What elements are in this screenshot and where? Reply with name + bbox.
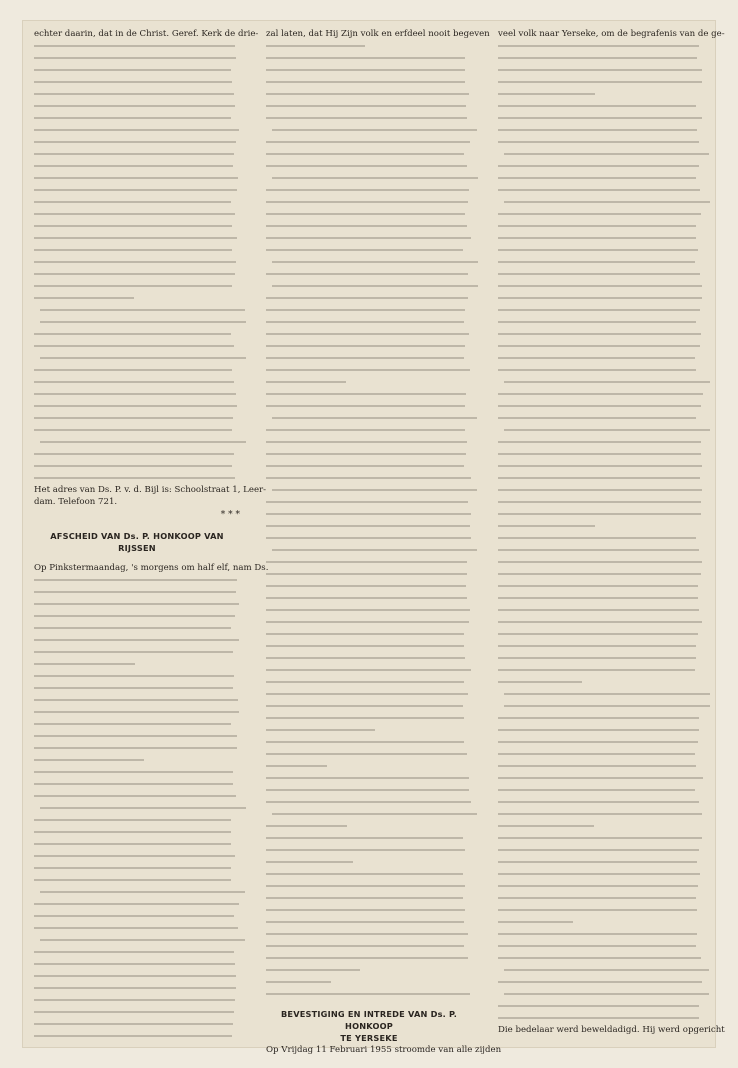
text-line [266,328,472,340]
text-line [498,916,704,928]
text-line [34,946,240,958]
text-line [498,352,704,364]
text-line [498,112,704,124]
text-line [34,850,240,862]
text-line [498,940,704,952]
text-line [266,304,472,316]
text-line [266,988,472,1000]
text-line [266,316,472,328]
text-line [498,52,704,64]
text-line [498,880,704,892]
text-line [34,316,240,328]
text-line [34,424,240,436]
text-line [34,622,240,634]
text-line [266,640,472,652]
text-line [266,616,472,628]
column-1-first-line: echter daarin, dat in de Christ. Geref. Kerk de drie- [34,29,259,39]
text-line [498,388,704,400]
text-line [266,340,472,352]
text-line [498,796,704,808]
text-line [498,148,704,160]
text-line [266,484,472,496]
text-line [34,922,240,934]
text-line [34,196,240,208]
text-line [266,808,472,820]
text-line [34,958,240,970]
text-line [34,400,240,412]
text-line [498,568,704,580]
text-line [34,472,240,484]
text-line [266,892,472,904]
text-line [266,352,472,364]
text-line [498,520,704,532]
text-line [266,664,472,676]
text-line [498,316,704,328]
text-line [34,112,240,124]
text-line [34,802,240,814]
text-line [498,220,704,232]
text-line [34,634,240,646]
text-line [498,268,704,280]
text-line [34,670,240,682]
text-line [34,658,240,670]
text-line [34,376,240,388]
text-line [498,244,704,256]
text-line [266,916,472,928]
text-line [266,52,472,64]
text-line [266,568,472,580]
column-2-last-line: Op Vrijdag 11 Februari 1955 stroomde van alle zijden [266,1045,502,1055]
text-line [266,376,472,388]
article-heading-afscheid: AFSCHEID VAN Ds. P. HONKOOP VAN RIJSSEN [50,531,224,553]
text-line [266,448,472,460]
text-line [266,508,472,520]
text-line [266,400,472,412]
text-line [34,682,240,694]
text-line [34,208,240,220]
text-line [498,124,704,136]
text-line [266,592,472,604]
text-line [498,676,704,688]
text-line [498,616,704,628]
text-line [498,652,704,664]
text-line [498,448,704,460]
text-line [498,988,704,1000]
text-line [266,868,472,880]
text-column-1 [34,28,269,1042]
text-line [34,790,240,802]
text-line [34,586,240,598]
text-line [498,484,704,496]
text-line [498,544,704,556]
text-line [34,292,240,304]
text-line [498,736,704,748]
address-telephone-line: dam. Telefoon 721. [34,497,118,507]
text-line [498,532,704,544]
text-line [34,172,240,184]
text-line [266,160,472,172]
text-line [266,100,472,112]
text-line [34,304,240,316]
text-line [266,184,472,196]
text-line [498,928,704,940]
text-line [498,328,704,340]
text-line [498,748,704,760]
text-line [498,136,704,148]
text-line [34,610,240,622]
text-line [266,148,472,160]
text-line [498,340,704,352]
text-line [266,856,472,868]
text-line [34,256,240,268]
text-line [498,496,704,508]
text-line [34,268,240,280]
text-line [498,88,704,100]
text-line [34,448,240,460]
text-line [498,892,704,904]
text-line [266,748,472,760]
text-line [266,388,472,400]
text-line [266,136,472,148]
text-line [498,256,704,268]
text-line [34,64,240,76]
text-line [34,994,240,1006]
text-line [34,982,240,994]
text-line [266,40,472,52]
text-line [266,520,472,532]
text-line [498,472,704,484]
text-line [266,208,472,220]
text-line [34,244,240,256]
text-line [498,700,704,712]
text-line [34,646,240,658]
text-line [266,712,472,724]
text-line [34,160,240,172]
text-line [498,64,704,76]
text-line [498,964,704,976]
text-line [498,640,704,652]
text-line [266,424,472,436]
text-line [266,832,472,844]
text-line [266,796,472,808]
text-line [498,304,704,316]
column-3-first-line: veel volk naar Yerseke, om de begrafenis van de ge- [498,29,725,39]
text-line [34,460,240,472]
text-line [34,388,240,400]
text-line [34,52,240,64]
text-line [266,772,472,784]
text-line [498,508,704,520]
text-line [266,64,472,76]
text-line [34,718,240,730]
text-line [498,172,704,184]
article-first-line: Op Pinkstermaandag, 's morgens om half elf, nam Ds. [34,563,269,573]
text-line [34,328,240,340]
text-line [266,280,472,292]
text-line [34,970,240,982]
column-2-first-line: zal laten, dat Hij Zijn volk en erfdeel nooit begeven [266,29,490,39]
text-line [266,196,472,208]
text-line [34,838,240,850]
text-line [498,688,704,700]
text-line [34,910,240,922]
text-line [34,280,240,292]
text-line [498,364,704,376]
text-line [34,100,240,112]
text-line [498,40,704,52]
text-line [498,208,704,220]
text-line [498,436,704,448]
text-line [266,496,472,508]
text-line [34,76,240,88]
text-line [34,1018,240,1030]
text-line [34,898,240,910]
text-line [266,436,472,448]
text-line [34,886,240,898]
text-line [34,862,240,874]
text-line [266,292,472,304]
text-line [266,880,472,892]
text-line [266,940,472,952]
text-line [266,580,472,592]
text-line [498,664,704,676]
text-line [34,436,240,448]
text-line [498,160,704,172]
column-3-last-line: Die bedelaar werd beweldadigd. Hij werd opgericht [498,1025,725,1035]
text-line [498,184,704,196]
text-line [266,268,472,280]
text-line [266,544,472,556]
text-line [266,256,472,268]
text-line [266,172,472,184]
text-line [498,592,704,604]
text-line [34,232,240,244]
text-line [34,706,240,718]
text-line [266,904,472,916]
text-line [498,460,704,472]
text-line [266,76,472,88]
text-line [266,460,472,472]
text-line [266,652,472,664]
text-line [266,820,472,832]
text-line [498,580,704,592]
text-line [498,412,704,424]
text-line [266,556,472,568]
text-line [266,676,472,688]
text-line [266,760,472,772]
text-line [34,934,240,946]
text-line [34,766,240,778]
text-line [266,124,472,136]
text-line [266,412,472,424]
text-line [498,832,704,844]
text-line [34,574,240,586]
text-line [498,628,704,640]
text-line [498,400,704,412]
text-line [266,688,472,700]
text-line [498,556,704,568]
text-line [34,1030,240,1042]
text-line [498,232,704,244]
text-line [266,88,472,100]
text-line [34,88,240,100]
text-line [266,844,472,856]
text-line [34,742,240,754]
text-line [266,220,472,232]
section-separator: * * * [220,510,240,520]
text-line [498,1000,704,1012]
address-line: Het adres van Ds. P. v. d. Bijl is: Schoolstraat 1, Leer- [34,485,267,495]
text-line [266,112,472,124]
text-line [266,724,472,736]
text-line [266,928,472,940]
text-line [498,820,704,832]
text-line [266,364,472,376]
text-line [498,844,704,856]
text-line [498,292,704,304]
text-line [34,340,240,352]
text-line [34,364,240,376]
text-line [498,784,704,796]
text-line [34,730,240,742]
text-line [34,778,240,790]
text-line [266,964,472,976]
text-line [266,736,472,748]
article-heading-bevestiging-place: TE YERSEKE [340,1033,398,1043]
text-line [34,694,240,706]
text-line [498,604,704,616]
text-line [498,952,704,964]
text-line [498,976,704,988]
text-line [34,136,240,148]
text-line [34,352,240,364]
text-line [498,280,704,292]
text-line [266,532,472,544]
text-line [266,232,472,244]
text-line [498,424,704,436]
text-line [498,724,704,736]
text-line [34,1006,240,1018]
text-line [34,184,240,196]
text-line [498,712,704,724]
text-line [34,148,240,160]
text-line [498,196,704,208]
text-line [266,244,472,256]
text-line [34,124,240,136]
text-line [34,40,240,52]
text-line [266,604,472,616]
text-line [498,868,704,880]
text-line [34,874,240,886]
text-line [266,952,472,964]
text-line [498,808,704,820]
newspaper-page [22,20,725,1055]
text-line [266,628,472,640]
text-line [266,700,472,712]
text-line [498,76,704,88]
text-line [266,976,472,988]
text-line [34,814,240,826]
text-line [34,826,240,838]
text-line [498,376,704,388]
text-line [498,904,704,916]
text-line [498,1012,704,1024]
text-line [34,220,240,232]
text-line [498,760,704,772]
text-line [34,598,240,610]
text-line [34,754,240,766]
text-line [34,412,240,424]
text-line [266,472,472,484]
text-column-3 [498,28,725,1036]
text-line [498,772,704,784]
text-line [498,100,704,112]
text-line [266,784,472,796]
text-line [498,856,704,868]
article-heading-bevestiging: BEVESTIGING EN INTREDE VAN Ds. P. HONKOOP [280,1009,458,1031]
text-column-2 [266,28,502,1056]
